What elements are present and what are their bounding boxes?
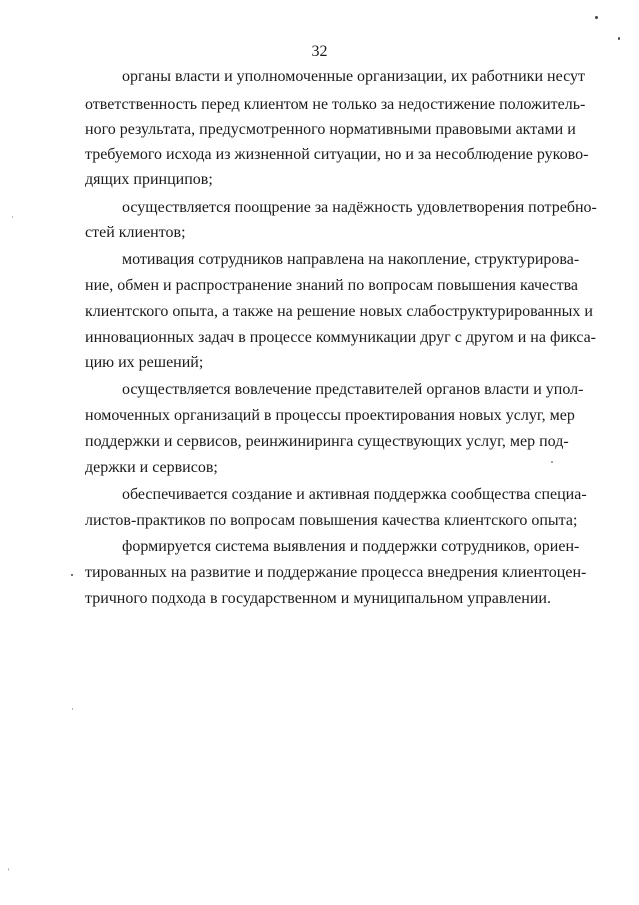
text-line: номоченных организаций в процессы проектирования новых услуг, мер xyxy=(85,407,575,424)
text-line: ответственность перед клиентом не только за недостижение положитель- xyxy=(85,96,586,113)
text-line: ние, обмен и распространение знаний по вопросам повышения качества xyxy=(85,277,579,294)
page-number: 32 xyxy=(311,43,328,60)
text-line: ного результата, предусмотренного нормативными правовыми актами и xyxy=(85,121,576,138)
text-line: осуществляется поощрение за надёжность удовлетворения потребно- xyxy=(122,199,597,216)
text-line: держки и сервисов; xyxy=(85,459,218,476)
text-line: цию их решений; xyxy=(85,354,204,371)
scan-speck xyxy=(618,37,620,40)
text-line: инновационных задач в процессе коммуникации друг с другом и на фикса- xyxy=(85,329,596,346)
text-line: листов-практиков по вопросам повышения качества клиентского опыта; xyxy=(85,512,578,529)
scan-speck xyxy=(8,868,9,871)
text-line: органы власти и уполномоченные организации, их работники несут xyxy=(122,68,585,85)
text-line: требуемого исхода из жизненной ситуации, но и за несоблюдение руково- xyxy=(85,146,589,163)
scan-speck xyxy=(12,216,13,218)
text-line: клиентского опыта, а также на решение новых слабоструктурированных и xyxy=(85,303,593,320)
text-line: осуществляется вовлечение представителей органов власти и упол- xyxy=(122,381,584,398)
text-line: мотивация сотрудников направлена на накопление, структурирова- xyxy=(122,251,580,268)
text-line: дящих принципов; xyxy=(85,171,213,188)
text-line: поддержки и сервисов, реинжиниринга существующих услуг, мер под- xyxy=(85,433,569,450)
text-line: стей клиентов; xyxy=(85,224,186,241)
scan-speck xyxy=(595,16,598,19)
scan-speck xyxy=(71,574,73,576)
scan-speck xyxy=(72,708,73,710)
text-line: тричного подхода в государственном и муниципальном управлении. xyxy=(85,590,551,607)
text-line: тированных на развитие и поддержание процесса внедрения клиентоцен- xyxy=(85,564,587,581)
text-line: обеспечивается создание и активная поддержка сообщества специа- xyxy=(122,486,587,503)
text-line: формируется система выявления и поддержки сотрудников, ориен- xyxy=(122,538,580,555)
scan-speck xyxy=(551,461,553,463)
